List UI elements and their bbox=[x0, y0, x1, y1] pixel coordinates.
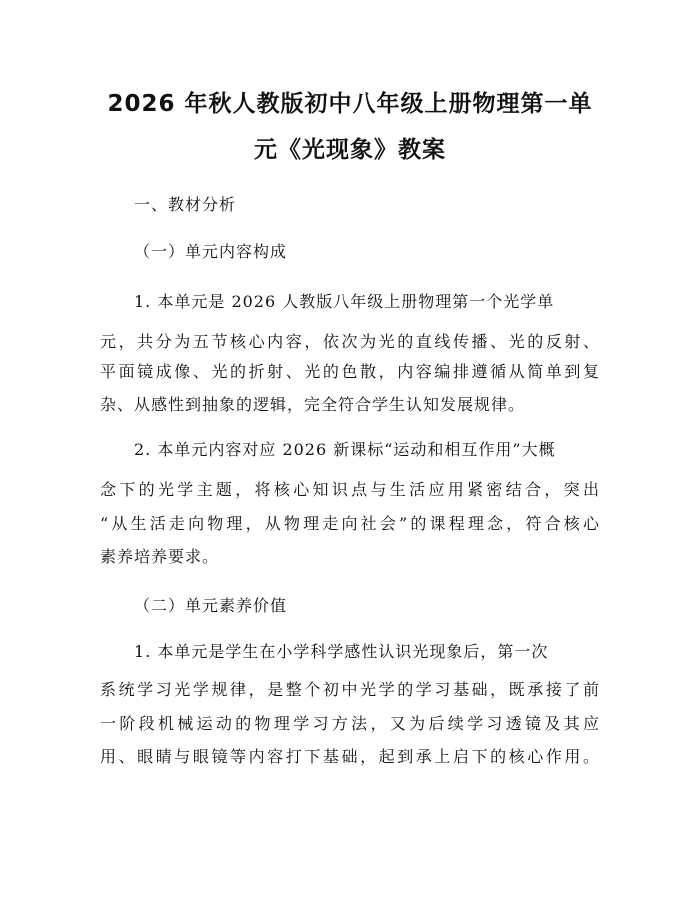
subsection-heading-unit-content: （一）单元内容构成 bbox=[134, 242, 288, 261]
paragraph-1-line-2: 元，共分为五节核心内容，依次为光的直线传播、光的反射、 bbox=[100, 332, 600, 351]
paragraph-3-line-4: 用、眼睛与眼镜等内容打下基础，起到承上启下的核心作用。 bbox=[100, 747, 600, 766]
paragraph-2-line-3: “从生活走向物理，从物理走向社会”的课程理念，符合核心 bbox=[100, 514, 600, 533]
subsection-heading-unit-value: （二）单元素养价值 bbox=[134, 596, 288, 615]
paragraph-1-line-1: 1. 本单元是 2026 人教版八年级上册物理第一个光学单 bbox=[134, 292, 555, 311]
paragraph-2-line-4: 素养培养要求。 bbox=[100, 547, 220, 566]
paragraph-3-line-1: 1. 本单元是学生在小学科学感性认识光现象后，第一次 bbox=[134, 642, 549, 661]
paragraph-3-line-3: 一阶段机械运动的物理学习方法，又为后续学习透镜及其应 bbox=[100, 714, 600, 733]
document-title-line-2: 元《光现象》教案 bbox=[254, 137, 446, 163]
paragraph-2-line-2: 念下的光学主题，将核心知识点与生活应用紧密结合，突出 bbox=[100, 480, 600, 499]
section-heading-textbook-analysis: 一、教材分析 bbox=[134, 195, 237, 214]
paragraph-3-line-2: 系统学习光学规律，是整个初中光学的学习基础，既承接了前 bbox=[100, 680, 600, 699]
paragraph-1-line-3: 平面镜成像、光的折射、光的色散，内容编排遵循从简单到复 bbox=[100, 362, 600, 381]
paragraph-2-line-1: 2. 本单元内容对应 2026 新课标“运动和相互作用”大概 bbox=[134, 440, 556, 459]
document-title-line-1: 2026 年秋人教版初中八年级上册物理第一单 bbox=[107, 91, 593, 117]
paragraph-1-line-4: 杂、从感性到抽象的逻辑，完全符合学生认知发展规律。 bbox=[100, 395, 526, 414]
